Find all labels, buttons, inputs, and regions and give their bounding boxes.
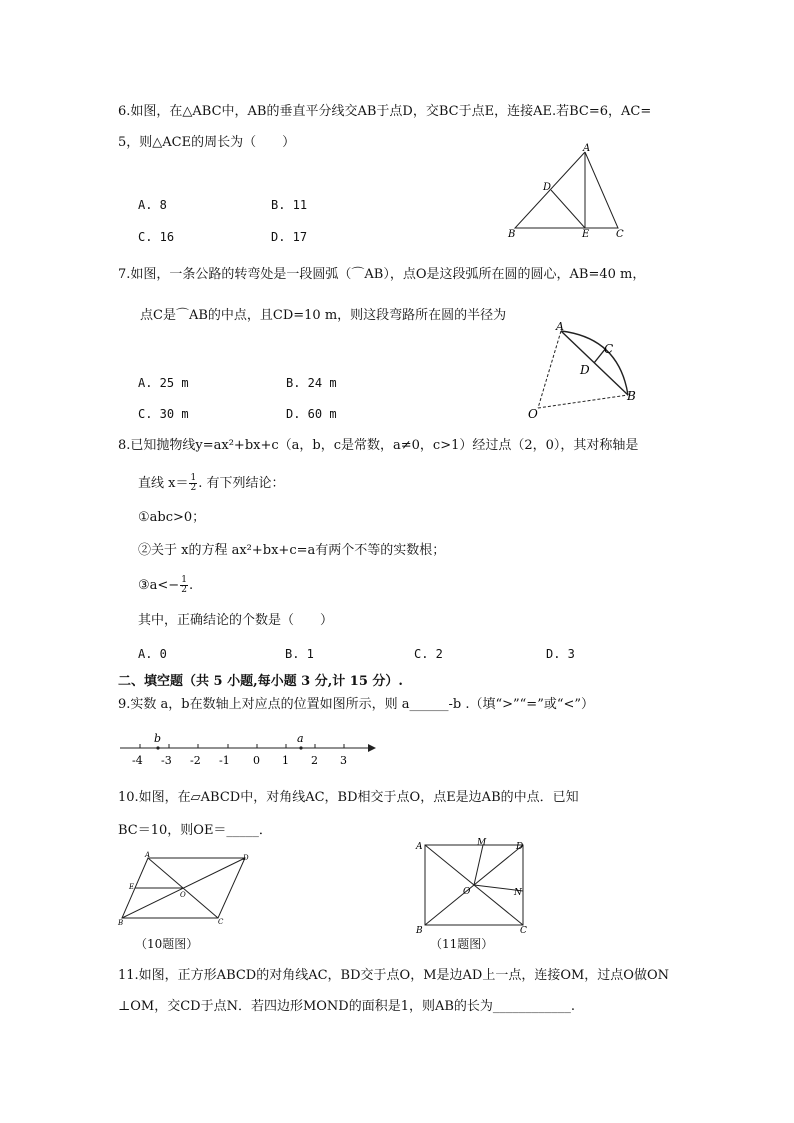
q10-label-b: B [118,919,124,927]
q8-question: 其中，正确结论的个数是（ ） [138,613,334,628]
q9-text: 9.实数 a，b在数轴上对应点的位置如图所示，则 a______-b .（填“>”“=”或“<”） [118,697,595,712]
q8-conclusion-3 [138,576,193,595]
q8-c3-fraction: $\frac{1}{2}$ [181,575,187,595]
q9-tick-label-0: 0 [253,754,260,767]
q9-tick-label-1: 1 [282,754,289,767]
q7-label-b: B [627,389,636,403]
q7-label-c: C [604,342,614,356]
q11-label-o: O [463,887,471,897]
q10-caption: （10题图） [135,937,199,951]
q7-option-a: A. 25 m [138,376,189,390]
q6-option-b: B. 11 [271,198,308,212]
q10-label-o: O [180,891,186,899]
q8-text-line2 [138,474,284,493]
q8-conclusion-1: ①abc>0； [138,510,206,525]
q10-parallelogram-figure [118,850,258,930]
q8-option-a: A. 0 [138,647,167,661]
q9-tick-label-2: 2 [311,754,318,767]
q11-text-line2: ⊥OM，交CD于点N．若四边形MOND的面积是1，则AB的长为____________. [118,999,576,1014]
q6-label-e: E [582,229,590,240]
q9-point-a: a [297,732,304,745]
q9-tick-label-3: 3 [340,754,347,767]
q9-tick-label-n2: -2 [190,754,201,767]
q6-label-a: A [583,143,591,154]
q11-label-c: C [520,926,527,936]
q11-label-a: A [416,842,423,852]
q6-option-c: C. 16 [138,230,175,244]
q11-label-m: M [477,838,487,848]
q10-text-line1: 10.如图，在▱ABCD中，对角线AC，BD相交于点O，点E是边AB的中点．已知 [118,790,579,805]
q8-text-line1: 8.已知抛物线y=ax²+bx+c（a，b，c是常数，a≠0，c>1）经过点（2，0），其对称轴是 [118,438,639,453]
q7-option-c: C. 30 m [138,407,189,421]
q6-option-d: D. 17 [271,230,308,244]
q10-text-line2: BC＝10，则OE＝_____． [118,823,272,838]
q8-c3-suffix: . [188,578,194,593]
q11-label-b: B [416,926,423,936]
q9-tick-label-n4: -4 [132,754,143,767]
q7-option-d: D. 60 m [286,407,337,421]
q9-tick-label-n1: -1 [219,754,230,767]
q6-label-d: D [543,182,552,193]
q6-label-b: B [508,229,516,240]
q6-option-a: A. 8 [138,198,167,212]
q7-option-b: B. 24 m [286,376,337,390]
q6-triangle-figure [505,142,645,242]
q11-label-d: D [516,842,524,852]
q9-tick-label-n3: -3 [161,754,172,767]
q8-line2-suffix: . 有下列结论： [198,476,285,491]
q7-text-line2: 点C是⌒AB的中点，且CD=10 m，则这段弯路所在圆的半径为 [140,308,507,323]
q6-text-line2: 5，则△ACE的周长为（ ） [118,135,296,150]
q10-label-d: D [243,854,249,862]
q11-square-figure [413,836,543,936]
q6-label-c: C [616,229,624,240]
q11-label-n: N [514,888,522,898]
q8-fraction-half: $\frac{1}{2}$ [190,473,197,493]
q8-line2-prefix: 直线 x＝ [138,476,189,491]
q7-label-o: O [528,407,538,421]
section-2-title: 二、填空题（共 5 小题,每小题 3 分,计 15 分）. [118,674,403,689]
q7-arc-figure [524,318,644,421]
q9-point-b: b [154,732,162,745]
q6-text-line1: 6.如图，在△ABC中，AB的垂直平分线交AB于点D，交BC于点E，连接AE.若BC=6，AC= [118,104,652,119]
q8-conclusion-2: ②关于 x的方程 ax²+bx+c=a有两个不等的实数根； [138,543,446,558]
q9-number-line [118,730,378,766]
q11-caption: （11题图） [430,937,494,951]
q10-label-c: C [218,918,224,926]
q8-option-d: D. 3 [546,647,575,661]
q7-text-line1: 7.如图，一条公路的转弯处是一段圆弧（⌒AB），点O是这段弧所在圆的圆心，AB=40 m， [118,267,646,282]
q8-option-c: C. 2 [414,647,443,661]
q7-label-d: D [580,363,590,377]
q7-label-a: A [556,320,564,333]
q8-option-b: B. 1 [285,647,314,661]
q10-label-e: E [129,883,135,891]
q8-c3-prefix: ③a<− [138,578,180,593]
q11-text-line1: 11.如图，正方形ABCD的对角线AC，BD交于点O，M是边AD上一点，连接OM，过点O做ON [118,968,669,983]
q10-label-a: A [145,851,151,859]
